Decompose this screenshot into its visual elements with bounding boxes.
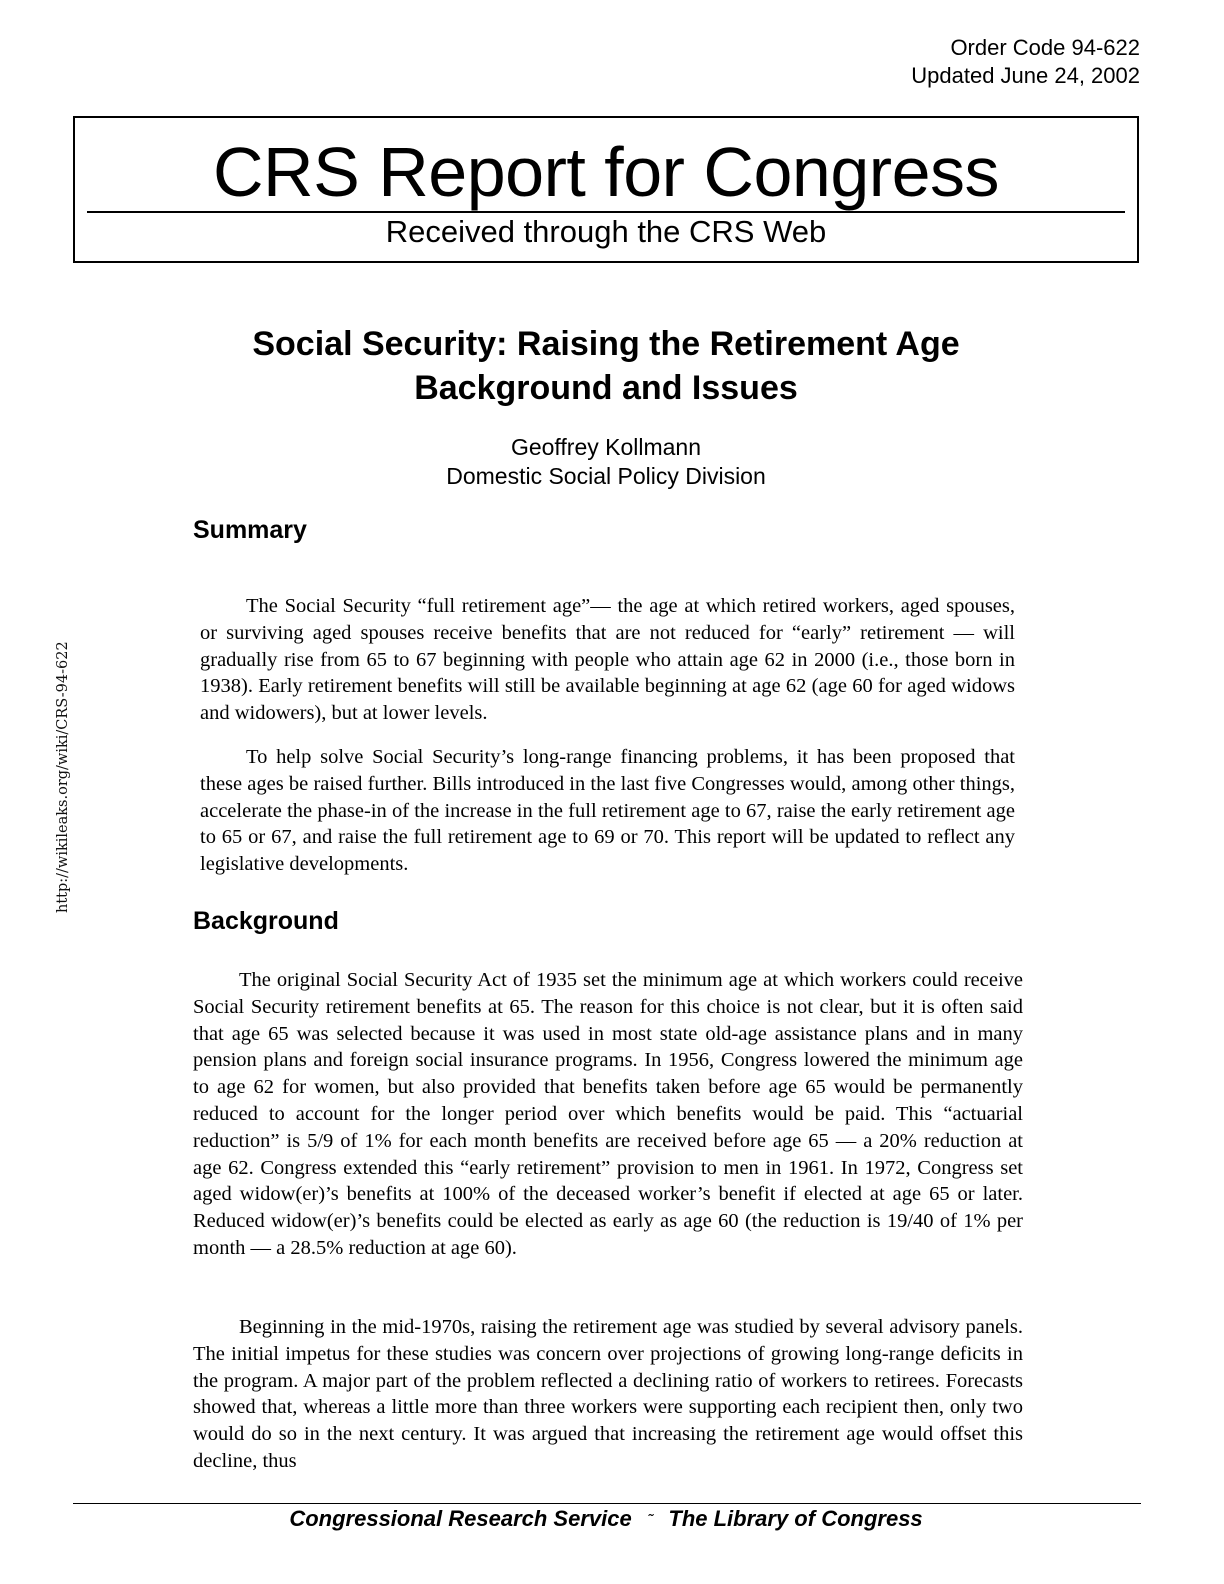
banner-title: CRS Report for Congress xyxy=(212,133,999,211)
banner-subtitle: Received through the CRS Web xyxy=(385,214,827,249)
background-paragraph xyxy=(193,967,1023,1262)
summary-paragraph-text: To help solve Social Security’s long-range financing problems, it has been proposed that these ages be raised further. Bills introduced in the last five Congresses would, among other things, accelerate the phase-in of the increase in the full retirement age to 67, raise the early retirement age to 65 or 67, and raise the full retirement age to 69 or 70. This report will be updated to reflect any legislative developments. xyxy=(200,746,1015,876)
banner-divider xyxy=(87,211,1125,213)
order-code: Order Code 94-622 xyxy=(950,35,1140,60)
author-block xyxy=(0,433,1212,491)
document-title-line-2: Background and Issues xyxy=(414,369,798,407)
author-name: Geoffrey Kollmann xyxy=(510,434,702,460)
summary-heading: Summary xyxy=(193,516,307,544)
document-title-line-1: Social Security: Raising the Retirement Age xyxy=(252,325,960,363)
footer-crs: Congressional Research Service xyxy=(289,1506,632,1531)
background-paragraph-text: The original Social Security Act of 1935 set the minimum age at which workers could receive Social Security retirement benefits at 65. The reason for this choice is not clear, but it is often said that age 65 was selected because it was used in most state old-age assistance plans and in many pension plans and foreign social insurance programs. In 1956, Congress lowered the minimum age to age 62 for women, but also provided that benefits taken before age 65 would be permanently reduced to account for the longer period over which benefits would be paid. This “actuarial reduction” is 5/9 of 1% for each month benefits are received before age 65 — a 20% reduction at age 62. Congress extended this “early retirement” provision to men in 1961. In 1972, Congress set aged widow(er)’s benefits at 100% of the deceased worker’s benefit if elected at age 65 or later. Reduced widow(er)’s benefits could be elected as early as age 60 (the reduction is 19/40 of 1% per month — a 28.5% reduction at age 60). xyxy=(193,969,1023,1259)
summary-paragraph-text: The Social Security “full retirement age”— the age at which retired workers, aged spouses, or surviving aged spouses receive benefits that are not reduced for “early” retirement — will gradually rise from 65 to 67 beginning with people who attain age 62 in 2000 (i.e., those born in 1938). Early retirement benefits will still be available beginning at age 62 (age 60 for aged widows and widowers), but at lower levels. xyxy=(200,595,1015,725)
side-watermark-url: http://wikileaks.org/wiki/CRS-94-622 xyxy=(55,641,71,913)
summary-paragraph xyxy=(200,744,1015,878)
updated-date: Updated June 24, 2002 xyxy=(911,63,1140,88)
report-banner xyxy=(73,116,1139,263)
summary-paragraph xyxy=(200,593,1015,727)
order-info xyxy=(911,34,1140,90)
page-footer xyxy=(0,1504,1212,1534)
footer-separator: ˜ xyxy=(647,1511,653,1527)
footer-loc: The Library of Congress xyxy=(668,1506,923,1531)
author-division: Domestic Social Policy Division xyxy=(446,463,766,489)
document-title xyxy=(0,322,1212,410)
background-paragraph xyxy=(193,1314,1023,1475)
background-heading: Background xyxy=(193,907,339,935)
background-paragraph-text: Beginning in the mid-1970s, raising the retirement age was studied by several advisory panels. The initial impetus for these studies was concern over projections of growing long-range deficits in the program. A major part of the problem reflected a declining ratio of workers to retirees. Forecasts showed that, whereas a little more than three workers were supporting each recipient then, only two would do so in the next century. It was argued that increasing the retirement age would offset this decline, thus xyxy=(193,1316,1023,1472)
